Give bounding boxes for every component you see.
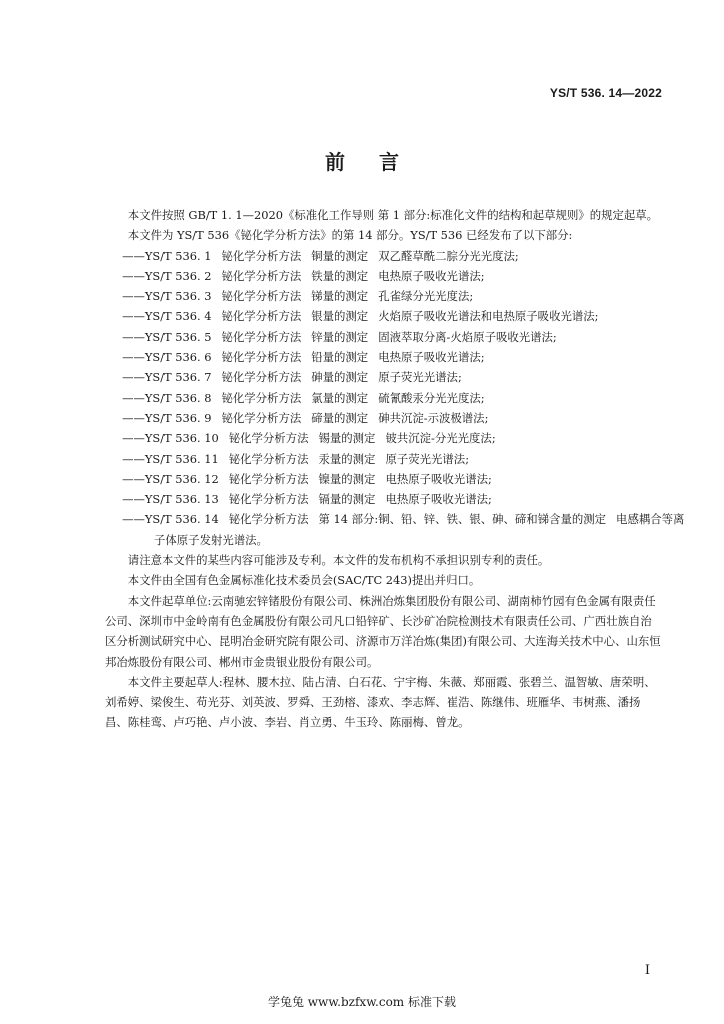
title-char-2: 言 [379, 150, 399, 174]
part-series: 铋化学分析方法 [221, 370, 302, 385]
part-method: 孔雀绿分光光度法; [378, 289, 474, 304]
part-method: 原子荧光光谱法; [385, 451, 470, 466]
part-method: 电热原子吸收光谱法; [378, 268, 485, 283]
part-series: 铋化学分析方法 [221, 268, 302, 283]
part-subject: 锑量的测定 [311, 289, 369, 304]
list-item [122, 388, 680, 408]
list-item [122, 449, 680, 469]
list-item [122, 367, 680, 387]
page-title [0, 146, 724, 175]
intro-paragraph-1: 本文件按照 GB/T 1. 1—2020《标准化工作导则 第 1 部分:标准化文件的结构和起草规则》的规定起草。 [127, 208, 659, 222]
list-item [122, 327, 680, 347]
part-series: 铋化学分析方法 [221, 309, 302, 324]
part-subject: 铜量的测定 [311, 248, 369, 263]
drafting-units: 本文件起草单位:云南驰宏锌锗股份有限公司、株洲冶炼集团股份有限公司、湖南柿竹园有色金属有限责任公司、深圳市中金岭南有色金属股份有限公司凡口铅锌矿、长沙矿冶院检测技术有限责任公司、广西壮族自治区分析测试研究中心、昆明冶金研究院有限公司、济源市万洋冶炼(集团)有限公司、大连海关技术中心、山东恒邦冶炼股份有限公司、郴州市金贵银业股份有限公司。 [105, 593, 661, 669]
part-code: ——YS/T 536. 5 [122, 329, 212, 344]
title-char-1: 前 [325, 150, 345, 174]
part-series: 铋化学分析方法 [221, 410, 302, 425]
page-number: I [644, 963, 650, 978]
part-method: 砷共沉淀-示波极谱法; [378, 410, 489, 425]
part-code: ——YS/T 536. 7 [122, 370, 212, 385]
list-item [122, 286, 680, 306]
part-code: ——YS/T 536. 6 [122, 350, 212, 365]
part-subject: 锌量的测定 [311, 329, 369, 344]
part-subject: 锡量的测定 [318, 431, 376, 446]
part-method: 电感耦合等离子体原子发射光谱法。 [154, 512, 685, 547]
part-code: ——YS/T 536. 10 [122, 431, 219, 446]
list-item [122, 469, 680, 489]
part-code: ——YS/T 536. 3 [122, 289, 212, 304]
part-code: ——YS/T 536. 11 [122, 451, 219, 466]
part-subject: 铁量的测定 [311, 268, 369, 283]
part-series: 铋化学分析方法 [228, 512, 309, 527]
part-series: 铋化学分析方法 [221, 329, 302, 344]
part-method: 电热原子吸收光谱法; [378, 350, 485, 365]
part-subject: 砷量的测定 [311, 370, 369, 385]
part-code: ——YS/T 536. 14 [122, 512, 219, 527]
part-series: 铋化学分析方法 [221, 248, 302, 263]
part-code: ——YS/T 536. 4 [122, 309, 212, 324]
part-subject: 银量的测定 [311, 309, 369, 324]
standard-number: YS/T 536. 14—2022 [549, 86, 662, 100]
patent-notice: 请注意本文件的某些内容可能涉及专利。本文件的发布机构不承担识别专利的责任。 [127, 553, 550, 568]
part-series: 铋化学分析方法 [228, 492, 309, 507]
part-subject: 汞量的测定 [318, 451, 376, 466]
list-item [122, 428, 680, 448]
list-item [122, 509, 694, 550]
list-item [122, 408, 680, 428]
part-series: 铋化学分析方法 [221, 289, 302, 304]
part-subject: 氯量的测定 [311, 390, 369, 405]
site-footer: 学兔兔 www.bzfxw.com 标准下载 [267, 995, 457, 1009]
part-subject: 铅量的测定 [311, 350, 369, 365]
part-method: 电热原子吸收光谱法; [385, 471, 492, 486]
part-series: 铋化学分析方法 [228, 451, 309, 466]
part-method: 硫氰酸汞分光光度法; [378, 390, 485, 405]
part-subject: 第 14 部分:铜、铅、锌、铁、银、砷、碲和锑含量的测定 [318, 512, 607, 527]
part-method: 原子荧光光谱法; [378, 370, 462, 385]
part-code: ——YS/T 536. 12 [122, 471, 219, 486]
part-series: 铋化学分析方法 [228, 431, 309, 446]
intro-paragraph-2: 本文件为 YS/T 536《铋化学分析方法》的第 14 部分。YS/T 536 已经发布了以下部分: [127, 228, 573, 243]
part-method: 火焰原子吸收光谱法和电热原子吸收光谱法; [378, 309, 599, 324]
drafters: 本文件主要起草人:程林、腰木拉、陆占清、白石花、宁宇梅、朱薇、郑丽霞、张碧兰、温智敏、唐荣明、刘希婷、梁俊生、苟光芬、刘英波、罗舜、王劲榕、漆欢、李志辉、崔浩、陈继伟、班雁华、韦树燕、潘扬昌、陈桂鸾、卢巧艳、卢小波、李岩、肖立勇、牛玉玲、陈丽梅、曾龙。 [105, 674, 656, 730]
list-item [122, 266, 680, 286]
list-item [122, 347, 680, 367]
part-code: ——YS/T 536. 9 [122, 410, 212, 425]
part-series: 铋化学分析方法 [221, 390, 302, 405]
list-item [122, 306, 680, 326]
part-method: 固液萃取分离-火焰原子吸收光谱法; [378, 329, 557, 344]
part-code: ——YS/T 536. 1 [122, 248, 212, 263]
part-subject: 镍量的测定 [318, 471, 376, 486]
list-item [122, 246, 680, 266]
part-series: 铋化学分析方法 [228, 471, 309, 486]
part-series: 铋化学分析方法 [221, 350, 302, 365]
part-code: ——YS/T 536. 8 [122, 390, 212, 405]
list-item [122, 489, 680, 509]
part-code: ——YS/T 536. 2 [122, 268, 212, 283]
committee-notice: 本文件由全国有色金属标准化技术委员会(SAC/TC 243)提出并归口。 [127, 573, 481, 588]
foreword-content [105, 205, 685, 733]
part-code: ——YS/T 536. 13 [122, 492, 219, 507]
parts-list [105, 246, 685, 550]
part-subject: 镉量的测定 [318, 492, 376, 507]
part-subject: 碲量的测定 [311, 410, 369, 425]
part-method: 铍共沉淀-分光光度法; [385, 431, 496, 446]
part-method: 电热原子吸收光谱法; [385, 492, 492, 507]
part-method: 双乙醛草酰二腙分光光度法; [378, 248, 519, 263]
